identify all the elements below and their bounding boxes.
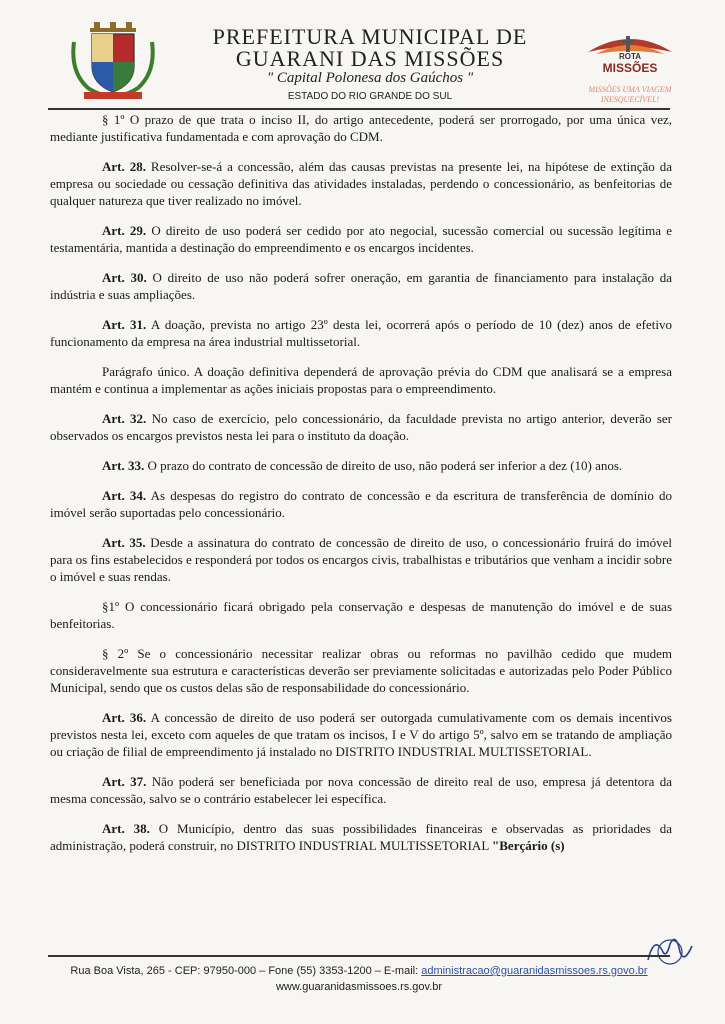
initials-signature-icon	[640, 930, 700, 970]
article-38	[50, 820, 672, 854]
rota-tagline-line2: INESQUECÍVEL!	[600, 95, 660, 104]
article-34	[50, 487, 672, 521]
paragraph-text: § 1º O prazo de que trata o inciso II, do artigo antecedente, poderá ser prorrogado, por uma única vez, mediante justificativa fundamentada e com aprovação do CDM.	[50, 112, 672, 144]
article-28	[50, 158, 672, 209]
paragraph-1	[50, 111, 672, 145]
article-label: Art. 36.	[102, 710, 147, 725]
article-label: Art. 38.	[102, 821, 150, 836]
article-label: Art. 29.	[102, 223, 147, 238]
coat-of-arms-icon	[70, 22, 156, 100]
state-name: ESTADO DO RIO GRANDE DO SUL	[287, 91, 453, 102]
article-30	[50, 269, 672, 303]
article-label: Art. 34.	[102, 488, 147, 503]
article-35	[50, 534, 672, 585]
municipality-title: PREFEITURA MUNICIPAL DE	[212, 24, 528, 49]
footer-divider	[48, 955, 670, 957]
article-label: Art. 37.	[102, 774, 147, 789]
article-29	[50, 222, 672, 256]
paragraph-text: § 2º Se o concessionário necessitar realizar obras ou reformas no pavilhão cedido que mudem consideravelmente sua estrutura e características deverão ser previamente solicitadas e autorizadas pelo Poder Público Municipal, sendo que os custos delas são de responsabilidade do concessionário.	[50, 646, 672, 695]
article-label: Art. 28.	[102, 159, 146, 174]
paragraph-text: Parágrafo único. A doação definitiva dependerá de aprovação prévia do CDM que analisará se a empresa mantém e continua a implementar as ações iniciais propostas para o empreendimento.	[50, 364, 672, 396]
article-36	[50, 709, 672, 760]
article-label: Art. 32.	[102, 411, 147, 426]
article-text: No caso de exercício, pelo concessionário, da faculdade prevista no artigo anterior, deverão ser observados os encargos previstos nesta lei para o instituto da doação.	[50, 411, 672, 443]
header-divider	[48, 108, 670, 110]
paragraph-text: §1º O concessionário ficará obrigado pela conservação e despesas de manutenção do imóvel e de suas benfeitorias.	[50, 599, 672, 631]
article-text: O direito de uso poderá ser cedido por ato negocial, sucessão comercial ou sucessão legítima e testamentária, mantida a destinação do empreendimento e os encargos incidentes.	[50, 223, 672, 255]
article-label: Art. 35.	[102, 535, 146, 550]
article-text: Resolver-se-á a concessão, além das causas previstas na presente lei, na hipótese de extinção da empresa ou sociedade ou cessação definitiva das atividades instaladas, perdendo o concessionário, as benfeitorias de qualquer natureza que tiver realizado no imóvel.	[50, 159, 672, 208]
article-label: Art. 31.	[102, 317, 147, 332]
rota-label: ROTA	[618, 52, 642, 61]
slogan: " Capital Polonesa dos Gaúchos "	[266, 70, 474, 86]
article-text: A doação, prevista no artigo 23º desta lei, ocorrerá após o período de 10 (dez) anos de efetivo funcionamento da empresa na área industrial multissetorial.	[50, 317, 672, 349]
article-text: Não poderá ser beneficiada por nova concessão de direito real de uso, empresa já detentora da mesma concessão, salvo se o contrário estabelecer lei específica.	[50, 774, 672, 806]
article-text: Desde a assinatura do contrato de concessão de direito de uso, o concessionário fruirá do imóvel para os fins estabelecidos e responderá por todos os encargos civis, trabalhistas e tributários que venham a incidir sobre o imóvel e suas rendas.	[50, 535, 672, 584]
article-35-paragraph-1	[50, 598, 672, 632]
footer-email-link[interactable]: administracao@guaranidasmissoes.rs.govo.br	[421, 965, 648, 977]
paragrafo-unico	[50, 363, 672, 397]
article-text: O prazo do contrato de concessão de direito de uso, não poderá ser inferior a dez (10) anos.	[144, 458, 623, 473]
article-35-paragraph-2	[50, 645, 672, 696]
article-label: Art. 33.	[102, 458, 145, 473]
document-body	[50, 111, 672, 867]
article-31	[50, 316, 672, 350]
rota-tagline-line1: MISSÕES UMA VIAGEM	[588, 85, 672, 94]
article-label: Art. 30.	[102, 270, 147, 285]
article-37	[50, 773, 672, 807]
footer-website[interactable]: www.guaranidasmissoes.rs.gov.br	[275, 981, 443, 993]
article-text: As despesas do registro do contrato de concessão e da escritura de transferência de domínio do imóvel serão suportadas pelo concessionário.	[50, 488, 672, 520]
footer-contact	[48, 965, 670, 977]
article-text: O direito de uso não poderá sofrer oneração, em garantia de financiamento para instalação da indústria e suas ampliações.	[50, 270, 672, 302]
rota-missoes-label: MISSÕES	[602, 61, 658, 75]
municipality-name: GUARANI DAS MISSÕES	[235, 46, 505, 71]
article-text: A concessão de direito de uso poderá ser outorgada cumulativamente com os demais incentivos previstos nesta lei, exceto com aqueles de que tratam os incisos, I e V do artigo 5º, salvo em se tratando de ampliação ou criação de filial de empreendimento já instalado no DISTRITO INDUSTRIAL MULTISSETORIAL.	[50, 710, 672, 759]
article-bold-tail: "Berçário (s)	[492, 838, 565, 853]
article-33	[50, 457, 672, 474]
letterhead	[0, 0, 725, 110]
footer-address: Rua Boa Vista, 265 - CEP: 97950-000 – Fone (55) 3353-1200 – E-mail:	[70, 965, 422, 977]
article-32	[50, 410, 672, 444]
rota-tagline	[560, 85, 700, 105]
article-text: O Município, dentro das suas possibilidades financeiras e observadas as prioridades da administração, poderá construir, no DISTRITO INDUSTRIAL MULTISSETORIAL	[50, 821, 672, 853]
